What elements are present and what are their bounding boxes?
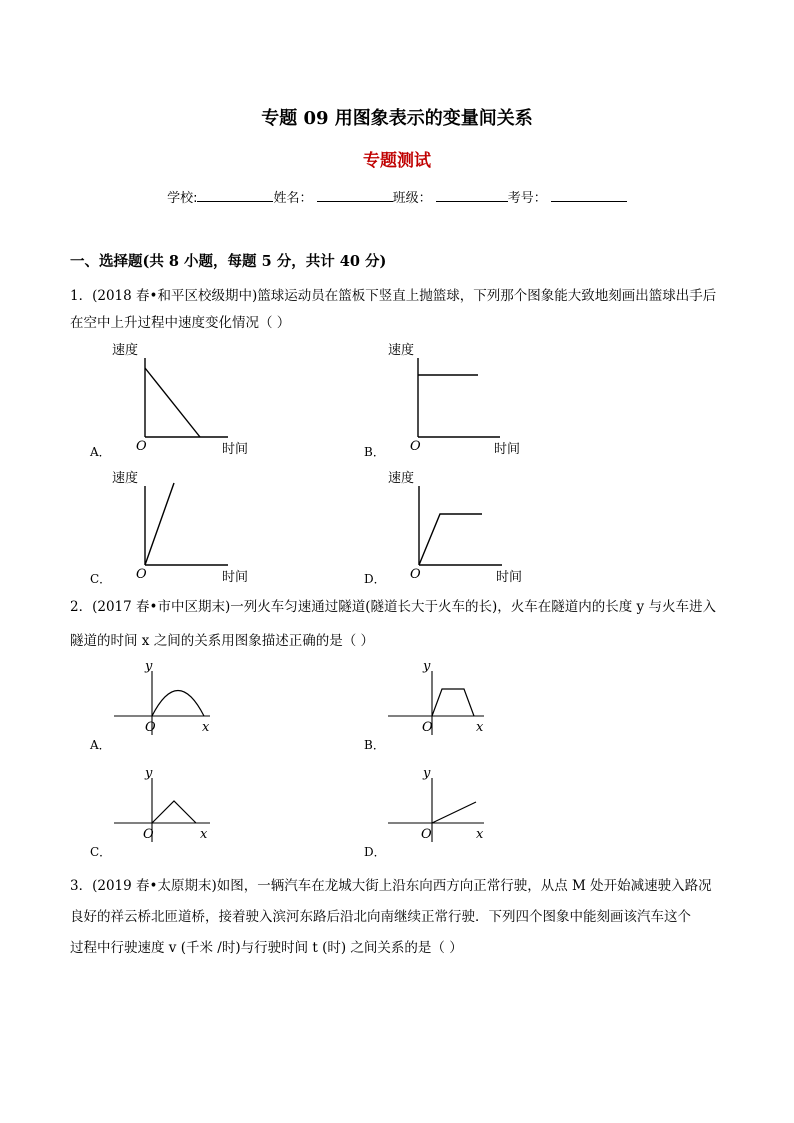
question-3-line-1: 3．(2019 春•太原期末)如图，一辆汽车在龙城大街上沿东向西方向正常行驶，从点 M 处开始减速驶入路况 xyxy=(70,878,712,894)
q1-a-origin: O xyxy=(136,439,147,454)
school-blank[interactable] xyxy=(197,188,273,202)
q2-d-curve xyxy=(432,802,476,823)
q1-c-x-label: 时间 xyxy=(222,570,249,585)
q2-a-chart xyxy=(88,655,228,755)
q2-option-a-graph[interactable] xyxy=(88,655,228,755)
q1-c-y-label: 速度 xyxy=(112,471,139,486)
school-label: 学校: xyxy=(167,191,198,206)
q1-option-b-label: B． xyxy=(364,445,385,459)
q1-b-y-label: 速度 xyxy=(388,343,415,358)
q2-d-y-label: y xyxy=(423,766,431,781)
q1-option-d-graph[interactable] xyxy=(362,466,542,591)
q1-a-y-label: 速度 xyxy=(112,343,139,358)
page-subtitle: 专题测试 xyxy=(363,151,431,171)
exam-no-label: 考号： xyxy=(507,191,547,206)
q1-c-curve xyxy=(145,483,174,565)
q2-d-origin: O xyxy=(421,827,432,842)
question-2-line-1: 2．(2017 春•市中区期末)一列火车匀速通过隧道(隧道长大于火车的长)，火车在隧道内的长度 y 与火车进入 xyxy=(70,599,716,615)
q2-c-chart xyxy=(88,762,228,862)
q2-c-origin: O xyxy=(143,827,154,842)
q1-b-chart xyxy=(362,338,542,463)
q2-a-curve xyxy=(152,691,204,717)
q1-a-curve xyxy=(145,368,200,437)
q2-c-curve xyxy=(152,801,196,823)
q1-option-c-label: C． xyxy=(90,572,112,586)
name-blank[interactable] xyxy=(317,188,393,202)
q2-c-x-label: x xyxy=(200,827,208,842)
q2-b-origin: O xyxy=(422,720,433,735)
q2-option-d-label: D． xyxy=(364,845,386,859)
question-2-line-2: 隧道的时间 x 之间的关系用图象描述正确的是（ ） xyxy=(70,633,374,649)
q2-option-b-label: B． xyxy=(364,738,385,752)
q2-b-curve xyxy=(432,689,474,716)
q2-a-origin: O xyxy=(145,720,156,735)
class-label: 班级： xyxy=(392,191,432,206)
q2-a-y-label: y xyxy=(145,659,153,674)
q1-d-curve xyxy=(419,514,482,565)
q1-option-c-graph[interactable] xyxy=(88,466,268,591)
q1-option-a-label: A． xyxy=(90,445,111,459)
q1-d-x-label: 时间 xyxy=(496,570,523,585)
q1-option-d-label: D． xyxy=(364,572,386,586)
q2-option-d-graph[interactable] xyxy=(362,762,502,862)
question-1-line-1: 1．(2018 春•和平区校级期中)篮球运动员在篮板下竖直上抛篮球，下列那个图象能大致地刻画出篮球出手后 xyxy=(70,288,717,304)
q2-option-c-label: C． xyxy=(90,845,112,859)
exam-no-blank[interactable] xyxy=(551,188,627,202)
student-info-line xyxy=(0,187,794,206)
q2-a-x-label: x xyxy=(202,720,210,735)
q1-a-chart xyxy=(88,338,268,463)
q1-b-origin: O xyxy=(410,439,421,454)
q1-b-x-label: 时间 xyxy=(494,442,521,457)
q1-d-y-label: 速度 xyxy=(388,471,415,486)
name-label: 姓名： xyxy=(273,191,313,206)
q1-d-chart xyxy=(362,466,542,591)
q1-d-origin: O xyxy=(410,567,421,582)
q2-b-chart xyxy=(362,655,502,755)
q1-option-b-graph[interactable] xyxy=(362,338,542,463)
page-title: 专题 09 用图象表示的变量间关系 xyxy=(261,108,533,129)
class-blank[interactable] xyxy=(436,188,508,202)
q1-option-a-graph[interactable] xyxy=(88,338,268,463)
q2-option-c-graph[interactable] xyxy=(88,762,228,862)
question-1-line-2: 在空中上升过程中速度变化情况（ ） xyxy=(70,315,291,331)
question-3-line-3: 过程中行驶速度 v (千米 /时)与行驶时间 t (时) 之间关系的是（ ） xyxy=(70,940,463,956)
section-heading: 一、选择题(共 8 小题，每题 5 分，共计 40 分) xyxy=(70,253,387,270)
q2-option-b-graph[interactable] xyxy=(362,655,502,755)
question-3-line-2: 良好的祥云桥北匝道桥，接着驶入滨河东路后沿北向南继续正常行驶．下列四个图象中能刻画该汽车这个 xyxy=(70,909,691,925)
q2-d-chart xyxy=(362,762,502,862)
q1-c-chart xyxy=(88,466,268,591)
q2-d-x-label: x xyxy=(476,827,484,842)
q2-c-y-label: y xyxy=(145,766,153,781)
q2-b-y-label: y xyxy=(423,659,431,674)
q2-option-a-label: A． xyxy=(90,738,111,752)
q1-c-origin: O xyxy=(136,567,147,582)
q2-b-x-label: x xyxy=(476,720,484,735)
q1-a-x-label: 时间 xyxy=(222,442,249,457)
